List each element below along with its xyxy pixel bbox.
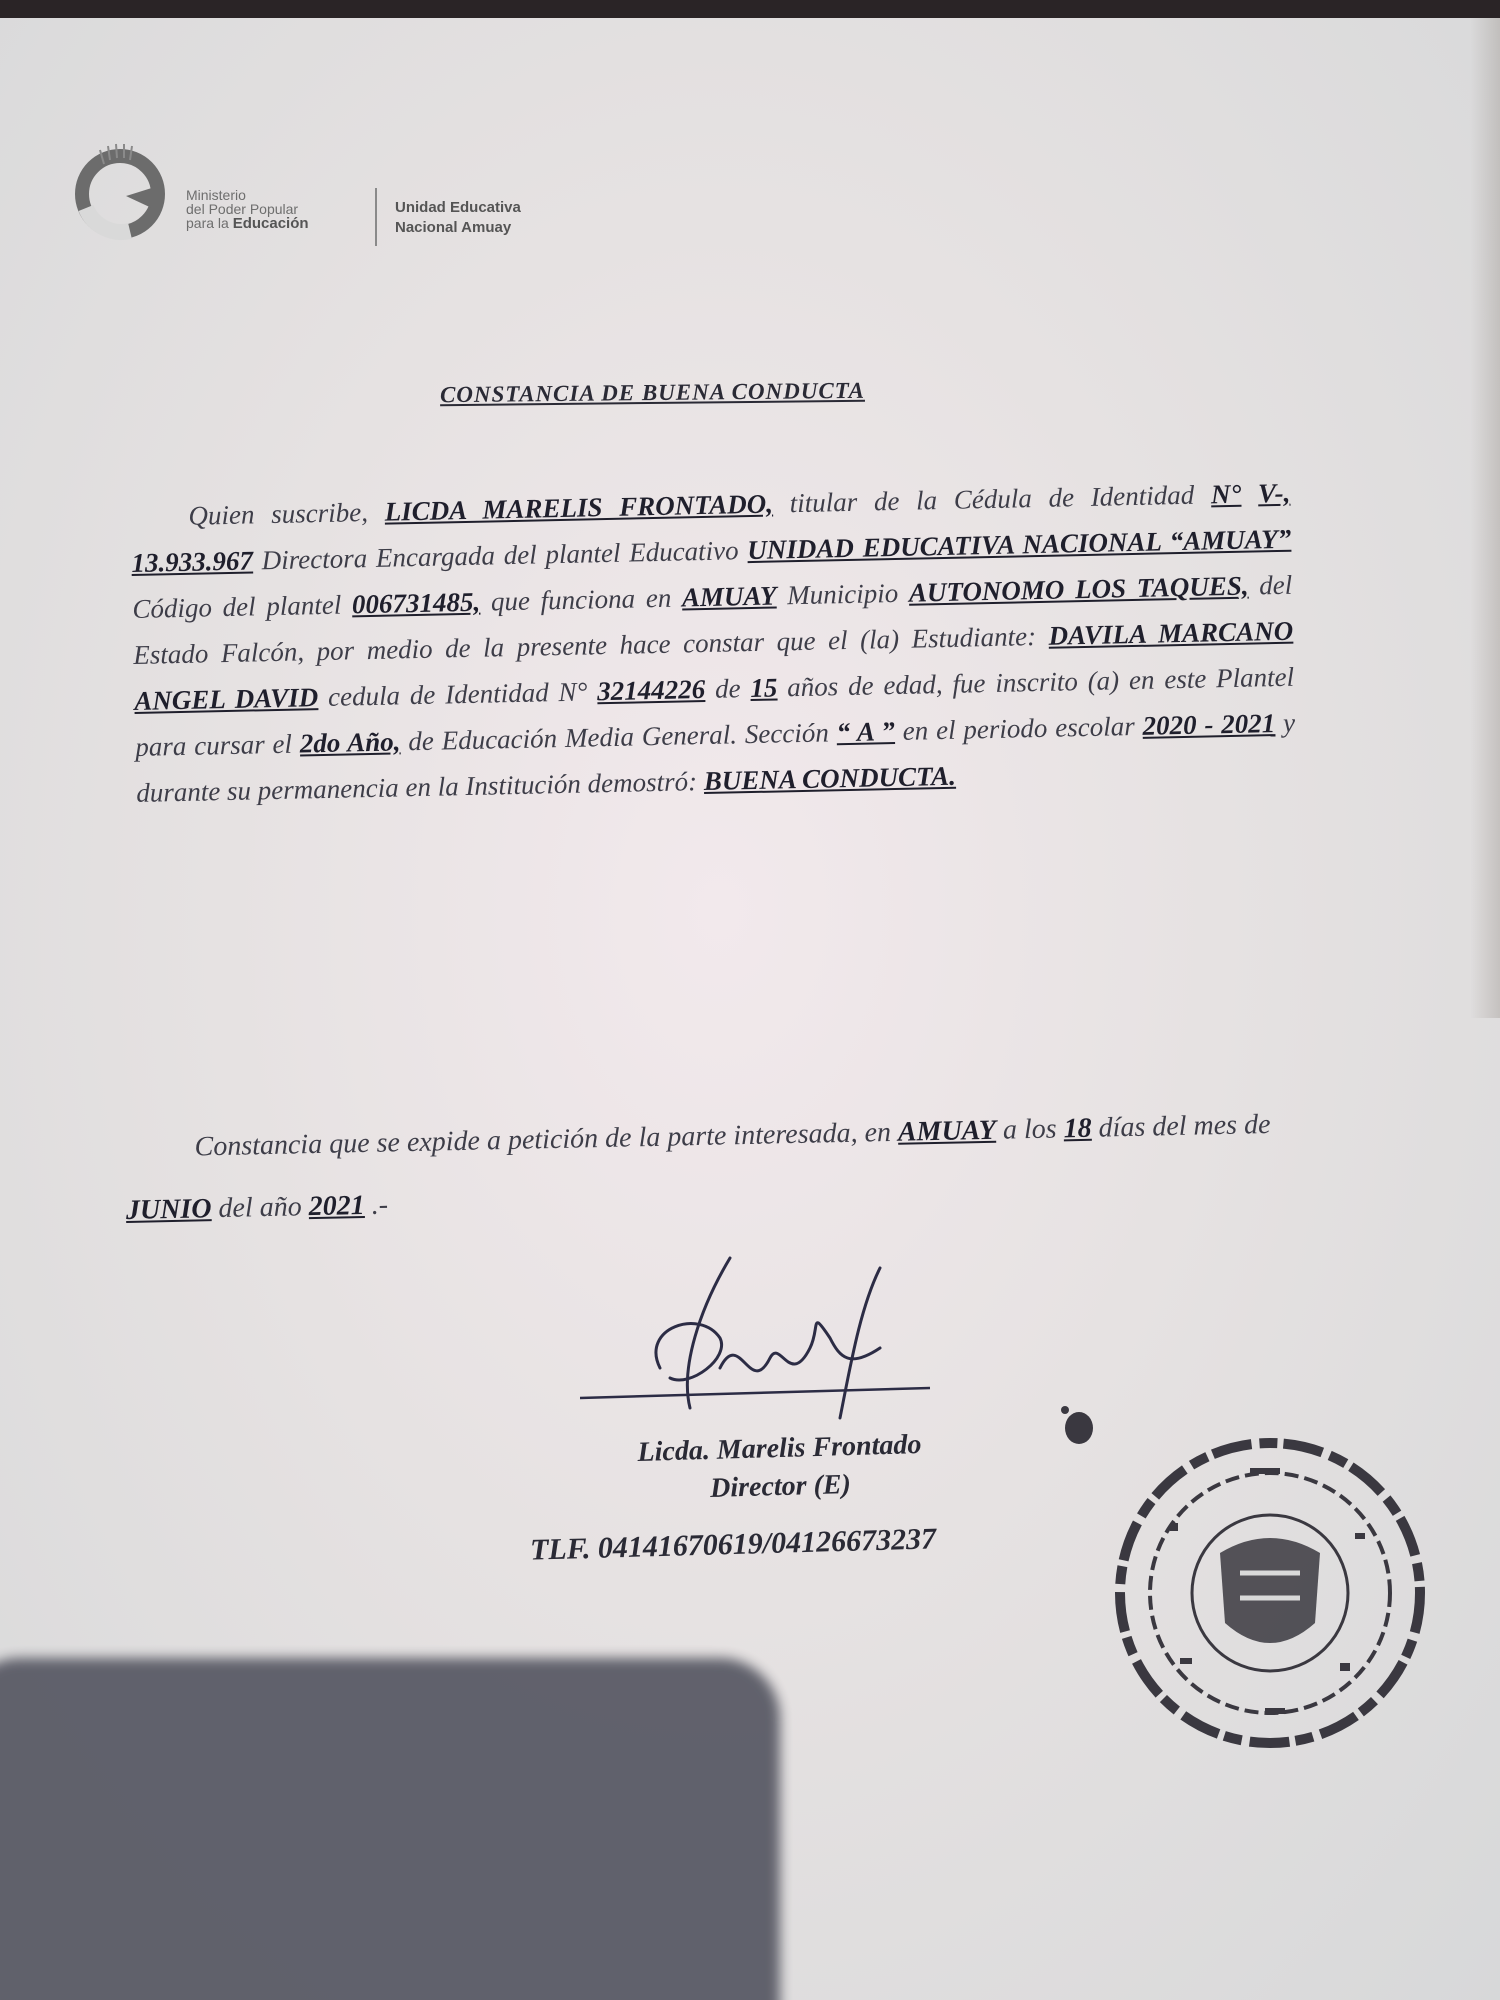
body-text-3: Directora Encargada del plantel Educativo	[261, 535, 739, 576]
n-label: N°	[1210, 478, 1242, 510]
school-line-2	[395, 218, 521, 238]
period-field: 2020 - 2021	[1142, 708, 1276, 741]
year-field: 2021	[308, 1189, 365, 1223]
section-field: “ A ”	[836, 716, 896, 748]
school-line-1: Unidad Educativa	[395, 199, 521, 216]
school-line-2-prefix: Nacional	[395, 219, 458, 236]
document-title: CONSTANCIA DE BUENA CONDUCTA	[439, 377, 865, 408]
school-line-2-bold: Amuay	[461, 219, 512, 236]
ministry-line-3-bold: Educación	[232, 215, 309, 232]
header-divider	[375, 188, 377, 246]
handwritten-signature	[580, 1248, 940, 1448]
id-prefix-field: V-,	[1257, 477, 1291, 509]
phone-number: TLF. 04141670619/04126673237	[529, 1522, 937, 1567]
closing-text-3: días del mes de	[1098, 1108, 1271, 1144]
grade-field: 2do Año,	[299, 726, 401, 759]
body-text-10: años de edad, fue inscrito (a) en este Plantel para cursar el	[134, 661, 1295, 762]
closing-text-5: .-	[371, 1189, 389, 1221]
letterhead	[60, 136, 620, 246]
body-text-4: Código del plantel	[132, 589, 342, 624]
document-page	[0, 18, 1500, 2000]
id-number-field: 13.933.967	[131, 545, 254, 578]
ministry-line-2: del Poder Popular	[186, 201, 299, 217]
body-text-2: titular de la Cédula de Identidad	[789, 479, 1195, 519]
indent	[131, 525, 189, 526]
document-body	[130, 470, 1296, 816]
signer-name-field: LICDA MARELIS FRONTADO,	[384, 488, 774, 527]
school-name-header	[395, 198, 521, 238]
ministry-line-1: Ministerio	[186, 187, 246, 203]
signature-block	[559, 1424, 1001, 1512]
body-text-1: Quien suscribe,	[188, 497, 369, 531]
ministry-line-3	[186, 216, 416, 231]
body-text-9: de	[714, 673, 741, 704]
closing-text-4: del año	[218, 1191, 303, 1225]
body-text-8: cedula de Identidad N°	[327, 676, 588, 712]
body-text-13: y durante su permanencia en la Institución demostró:	[135, 707, 1296, 808]
photo-shadow	[0, 1658, 780, 2000]
body-text-7: del Estado Falcón, por medio de la presente hace constar que el (la) Estudiante:	[133, 569, 1293, 670]
month-field: JUNIO	[125, 1193, 212, 1226]
place-field: AMUAY	[897, 1114, 997, 1148]
closing-text-1: Constancia que se expide a petición de la parte interesada, en	[194, 1116, 892, 1163]
body-text-12: en el periodo escolar	[902, 711, 1135, 746]
ministry-name	[186, 188, 416, 231]
student-id-field: 32144226	[596, 674, 706, 707]
ministry-line-3-prefix: para la	[186, 215, 229, 231]
ministry-logo-icon	[60, 136, 180, 246]
plantel-code-field: 006731485,	[351, 586, 481, 620]
student-name-field: DAVILA MARCANO ANGEL DAVID	[134, 615, 1294, 716]
conduct-field: BUENA CONDUCTA.	[703, 760, 957, 797]
location-field: AMUAY	[681, 580, 777, 613]
closing-text-2: a los	[1002, 1113, 1057, 1146]
day-field: 18	[1063, 1112, 1092, 1145]
ink-spot	[1055, 1400, 1099, 1450]
municipality-field: AUTONOMO LOS TAQUES,	[908, 570, 1249, 608]
paper-edge-shading	[1470, 18, 1500, 1018]
school-name-field: UNIDAD EDUCATIVA NACIONAL “AMUAY”	[747, 523, 1292, 566]
body-text-5: que funciona en	[490, 582, 672, 617]
closing-indent	[125, 1156, 195, 1157]
document-closing	[124, 1092, 1356, 1242]
body-text-11: de Educación Media General. Sección	[408, 717, 830, 757]
age-field: 15	[750, 672, 778, 704]
body-text-6: Municipio	[786, 577, 899, 611]
signer-role: Director (E)	[709, 1469, 852, 1504]
signer-name: Licda. Marelis Frontado	[637, 1429, 922, 1468]
official-seal-stamp-icon	[1100, 1423, 1440, 1763]
